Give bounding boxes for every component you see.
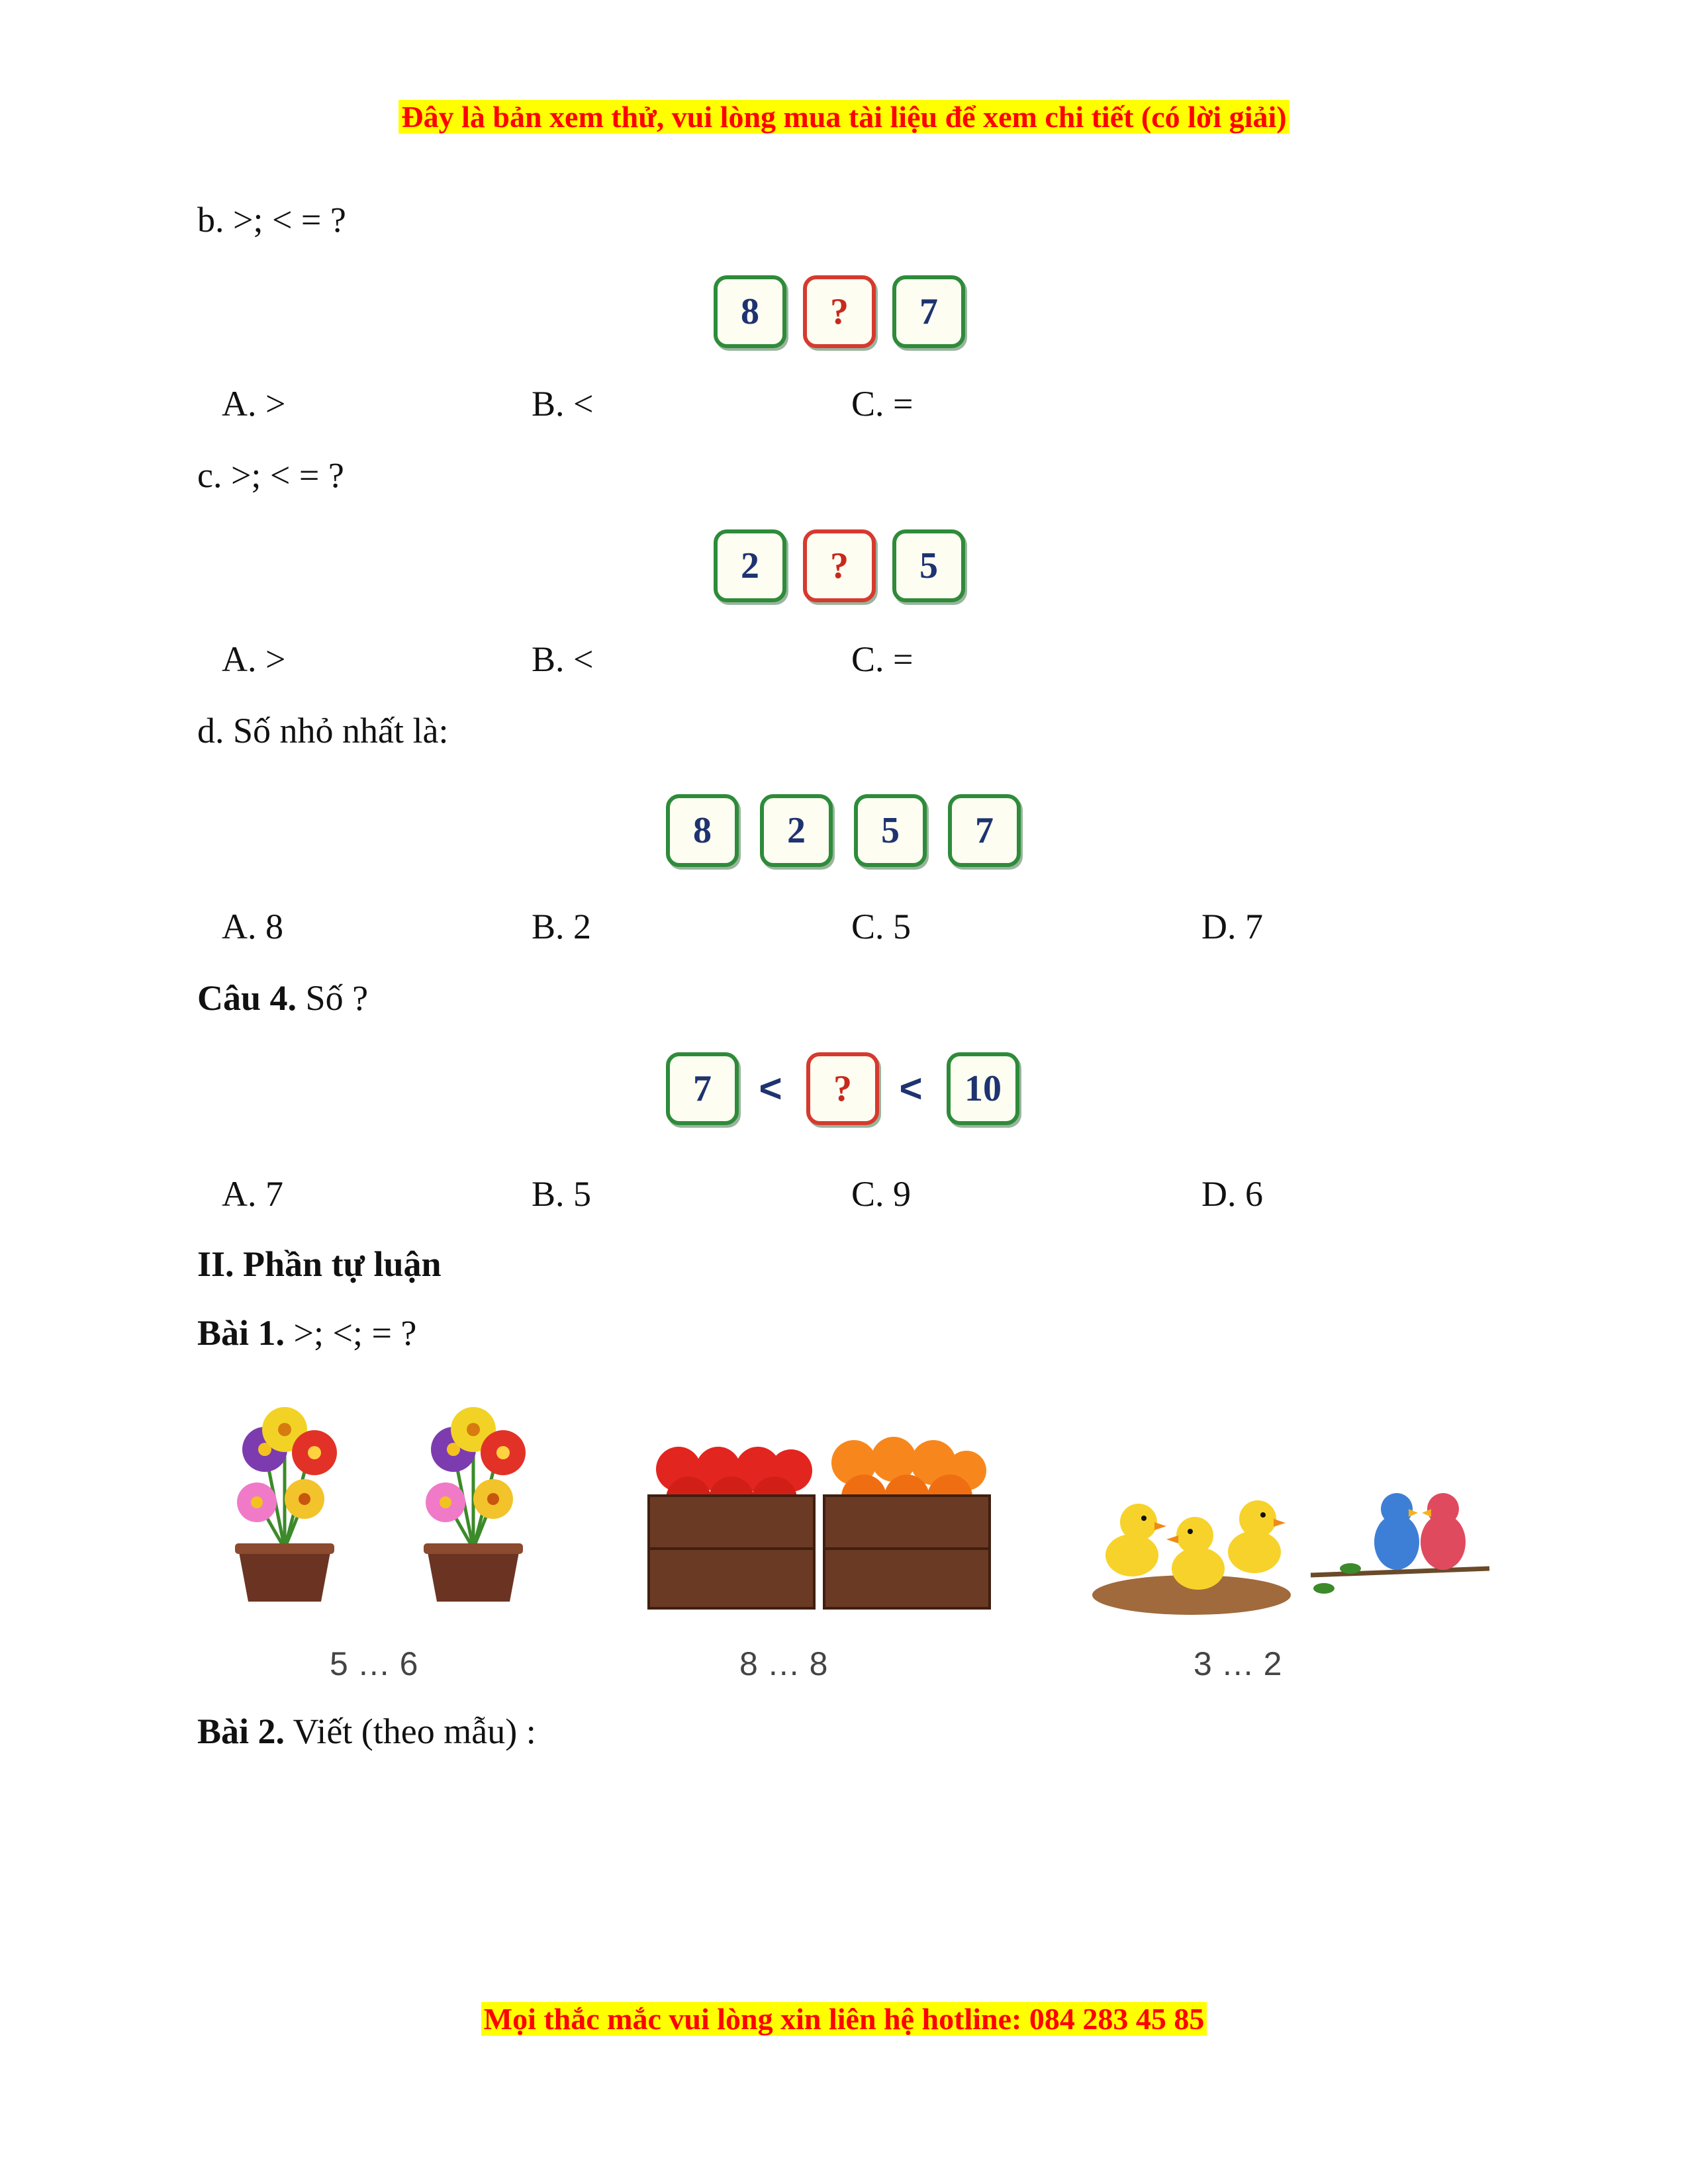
part2-title: II. Phần tự luận (197, 1244, 442, 1284)
number-box: 7 (948, 794, 1021, 867)
question-box: ? (806, 1052, 879, 1125)
q3c-prompt: c. >; < = ? (197, 455, 344, 495)
q3b-option-b[interactable]: B. < (532, 384, 594, 424)
bai2-prompt: Bài 2. Viết (theo mẫu) : (197, 1711, 536, 1751)
q4-option-d[interactable]: D. 6 (1201, 1174, 1263, 1214)
preview-notice: Đây là bản xem thử, vui lòng mua tài liệu để xem chi tiết (có lời giải) (0, 98, 1688, 136)
q3d-option-b[interactable]: B. 2 (532, 907, 592, 946)
number-box: 7 (666, 1052, 739, 1125)
ducks-birds-illustration (1086, 1469, 1496, 1621)
bai1-caption-flowers: 5 … 6 (330, 1645, 418, 1682)
less-than-symbol: < (899, 1066, 923, 1111)
number-box: 8 (714, 275, 786, 348)
q3d-boxes (666, 794, 1023, 867)
fruit-crates-illustration (642, 1423, 1000, 1615)
number-box: 7 (892, 275, 965, 348)
question-box: ? (803, 529, 876, 602)
number-box: 2 (714, 529, 786, 602)
q3c-boxes (714, 529, 965, 602)
hotline-notice: Mọi thắc mắc vui lòng xin liên hệ hotline: 084 283 45 85 (0, 2000, 1688, 2038)
question-box: ? (803, 275, 876, 348)
q4-prompt: Câu 4. Số ? (197, 978, 369, 1018)
bai1-prompt: Bài 1. >; <; = ? (197, 1313, 417, 1353)
bai1-caption-fruits: 8 … 8 (739, 1645, 828, 1682)
bai1-caption-animals: 3 … 2 (1194, 1645, 1282, 1682)
less-than-symbol: < (759, 1066, 782, 1111)
q3b-option-a[interactable]: A. > (222, 384, 286, 424)
q3d-prompt: d. Số nhỏ nhất là: (197, 711, 449, 751)
number-box: 5 (892, 529, 965, 602)
number-box: 10 (947, 1052, 1019, 1125)
number-box: 2 (760, 794, 833, 867)
q3c-option-a[interactable]: A. > (222, 639, 286, 679)
q4-boxes (666, 1052, 1023, 1125)
q3d-option-a[interactable]: A. 8 (222, 907, 283, 946)
q4-option-b[interactable]: B. 5 (532, 1174, 592, 1214)
number-box: 8 (666, 794, 739, 867)
q3d-option-d[interactable]: D. 7 (1201, 907, 1263, 946)
q3c-option-c[interactable]: C. = (851, 639, 914, 679)
flower-pots-illustration (199, 1396, 569, 1615)
q3d-option-c[interactable]: C. 5 (851, 907, 912, 946)
q3b-boxes (714, 275, 965, 348)
q3b-prompt: b. >; < = ? (197, 200, 346, 240)
q4-option-a[interactable]: A. 7 (222, 1174, 283, 1214)
q3c-option-b[interactable]: B. < (532, 639, 594, 679)
number-box: 5 (854, 794, 927, 867)
q4-option-c[interactable]: C. 9 (851, 1174, 912, 1214)
q3b-option-c[interactable]: C. = (851, 384, 914, 424)
